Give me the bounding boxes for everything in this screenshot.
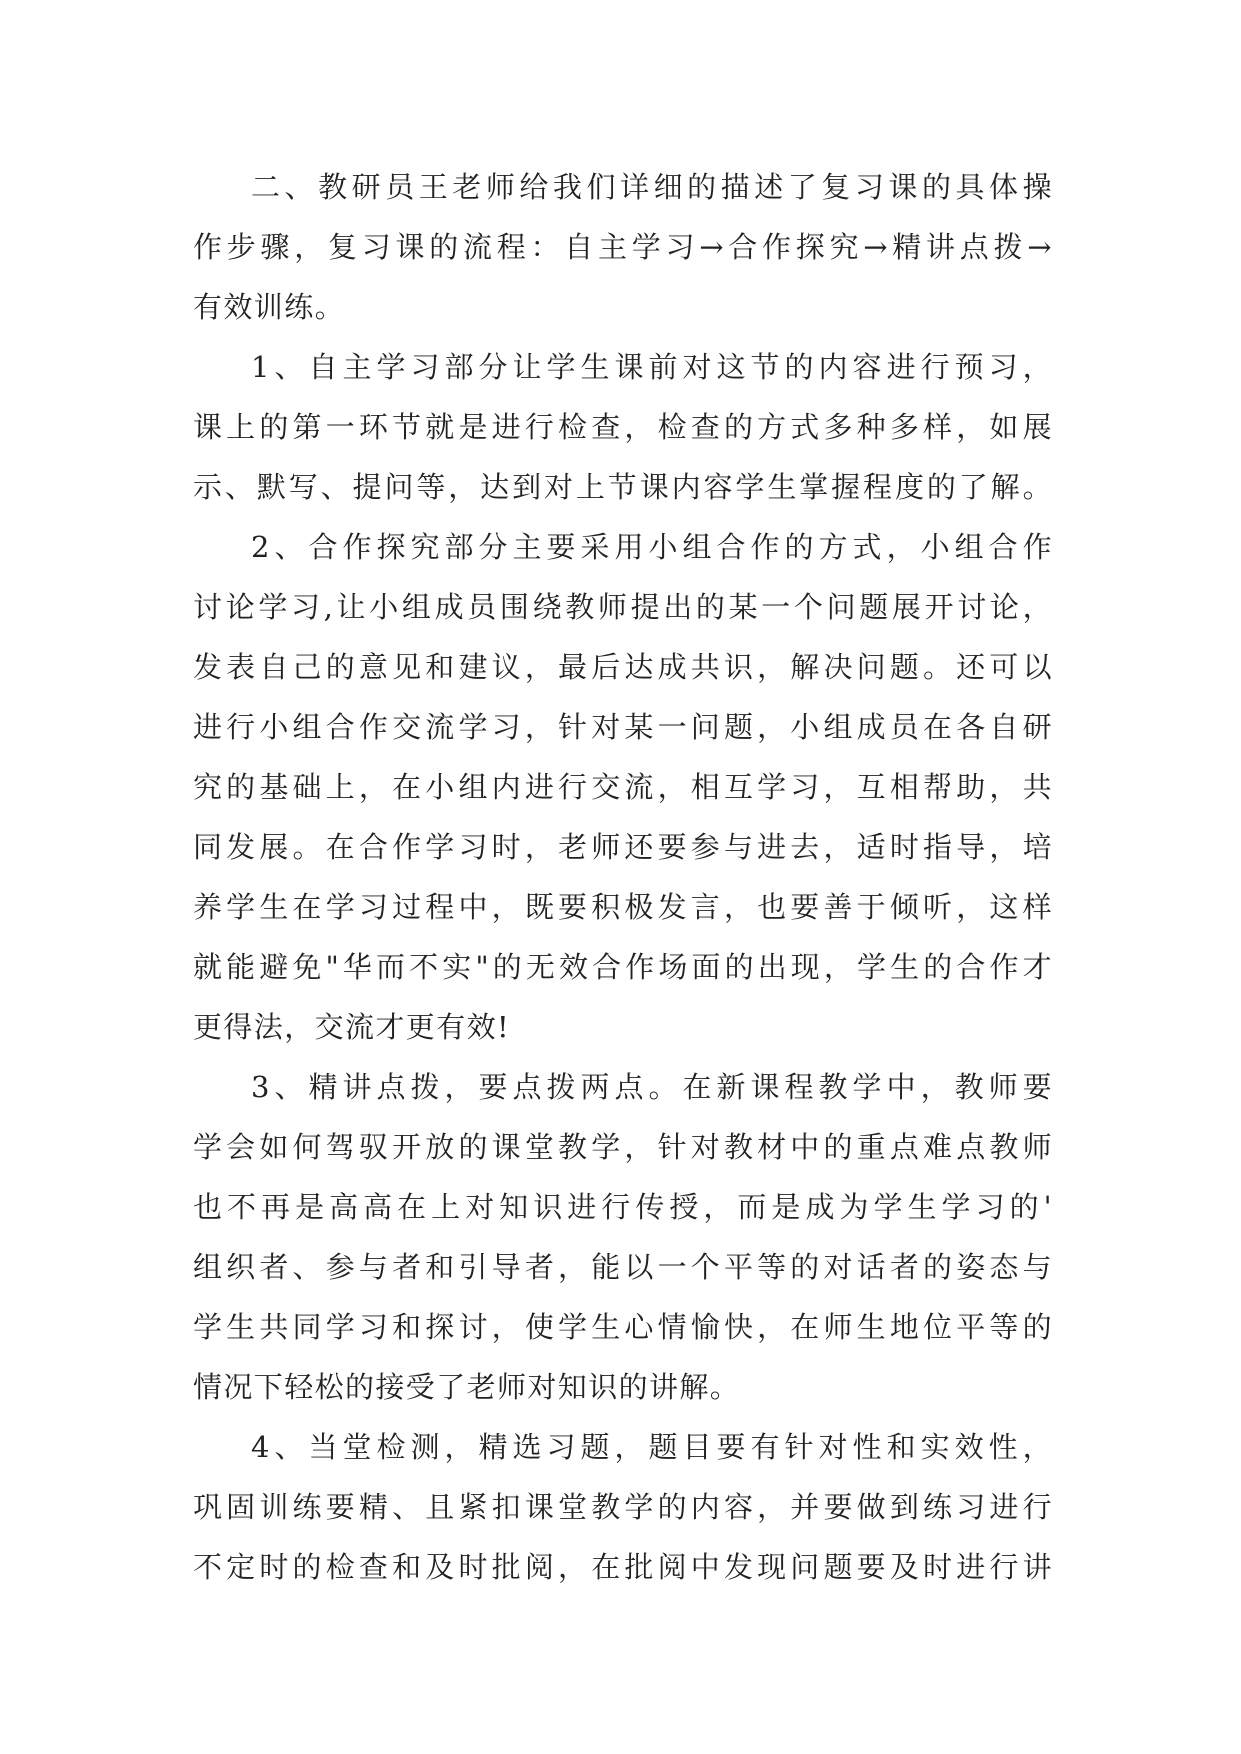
text-line: 3、精讲点拨，要点拨两点。在新课程教学中，教师要 <box>251 1070 1053 1104</box>
text-line: 情况下轻松的接受了老师对知识的讲解。 <box>193 1370 741 1404</box>
text-line: 同发展。在合作学习时，老师还要参与进去，适时指导，培 <box>193 830 1053 864</box>
text-line: 不定时的检查和及时批阅，在批阅中发现问题要及时进行讲 <box>193 1550 1053 1584</box>
text-line: 学生共同学习和探讨，使学生心情愉快，在师生地位平等的 <box>193 1310 1053 1344</box>
text-line: 养学生在学习过程中，既要积极发言，也要善于倾听，这样 <box>193 890 1053 924</box>
text-line: 巩固训练要精、且紧扣课堂教学的内容，并要做到练习进行 <box>193 1490 1053 1524</box>
text-line: 进行小组合作交流学习，针对某一问题，小组成员在各自研 <box>193 710 1053 744</box>
text-line: 更得法，交流才更有效! <box>193 1010 511 1044</box>
text-line: 示、默写、提问等，达到对上节课内容学生掌握程度的了解。 <box>193 470 1053 504</box>
text-line: 有效训练。 <box>193 290 346 324</box>
text-line: 就能避免"华而不实"的无效合作场面的出现，学生的合作才 <box>193 950 1053 984</box>
text-line: 组织者、参与者和引导者，能以一个平等的对话者的姿态与 <box>193 1250 1053 1284</box>
text-line: 发表自己的意见和建议，最后达成共识，解决问题。还可以 <box>193 650 1053 684</box>
text-line: 2、合作探究部分主要采用小组合作的方式，小组合作 <box>251 530 1053 564</box>
text-line: 1、自主学习部分让学生课前对这节的内容进行预习， <box>251 350 1053 384</box>
document-body <box>193 157 1053 1597</box>
text-line: 究的基础上，在小组内进行交流，相互学习，互相帮助，共 <box>193 770 1053 804</box>
text-line: 讨论学习,让小组成员围绕教师提出的某一个问题展开讨论， <box>193 590 1053 624</box>
text-line: 课上的第一环节就是进行检查，检查的方式多种多样，如展 <box>193 410 1053 444</box>
text-line: 作步骤，复习课的流程：自主学习→合作探究→精讲点拨→ <box>193 230 1053 264</box>
text-line: 二、教研员王老师给我们详细的描述了复习课的具体操 <box>251 170 1053 204</box>
text-line: 学会如何驾驭开放的课堂教学，针对教材中的重点难点教师 <box>193 1130 1053 1164</box>
text-line: 4、当堂检测，精选习题，题目要有针对性和实效性， <box>251 1430 1053 1464</box>
text-line: 也不再是高高在上对知识进行传授，而是成为学生学习的' <box>193 1190 1053 1224</box>
